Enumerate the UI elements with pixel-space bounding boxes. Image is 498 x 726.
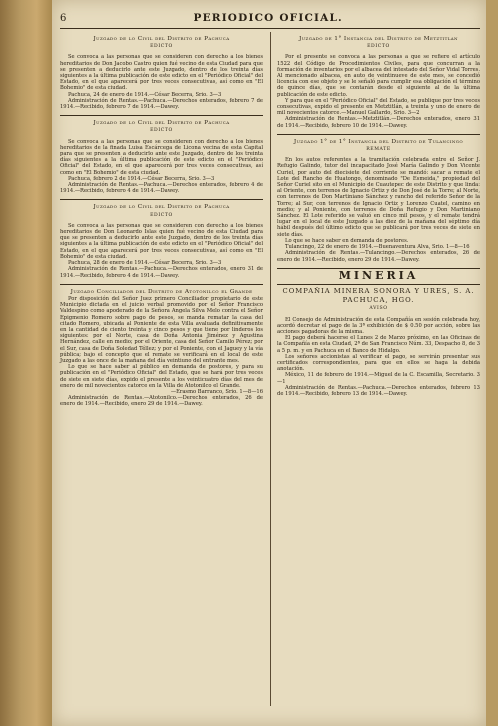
notice-admin: Administración de Rentas.—Atotonilco.—Derechos enterados, 26 de enero de 1914.—Recibido, enero 29 de 1914.—Dawey. (60, 395, 263, 408)
notice-title: Juzgado de 1° Instancia del Distrito de Metztitlan (299, 36, 458, 42)
notice-title: Juzgado de lo Civil del Distrito de Pachuca (93, 120, 230, 127)
notice-admin: Administración de Rentas.—Pachuca.—Derechos enterados, febrero 13 de 1914.—Recibido, febrero 13 de 1914.—Dawey. (277, 384, 480, 397)
separator (277, 134, 480, 135)
notice-subtitle: EDICTO (150, 212, 173, 218)
column-divider (270, 32, 271, 706)
page-number: 6 (60, 12, 67, 24)
book-binding (0, 0, 52, 726)
notice-signature: Tulancingo, 22 de enero de 1914.—Buenaventura Alva, Srio. 1—8—16 (285, 244, 470, 251)
notice-admin: Administración de Rentas.—Pachuca.—Derechos enterados, febrero 7 de 1914.—Recibido, febrero 7 de 1914.—Dawey. (60, 97, 263, 111)
notice-body-2: Lo que se hace saber al público en demanda de postores, y para su publicación en el "Periódico Oficial" del Estado, que se hará por tres veces de siete en siete días, expido el presente a los veinticuatro días del mes de enero de mil novecientos catorce en la Villa de Atotonilco el Grande. (60, 364, 263, 389)
separator (60, 284, 263, 285)
notice-subtitle: EDICTO (150, 44, 173, 50)
separator (60, 199, 263, 200)
separator (60, 115, 263, 116)
notice-body: Se convoca a las personas que se consideren con derecho a los bienes hereditarios de la finada Luisa Escárcega de Licona vecina de esta Capital para que se presenten a deducirlo ante este Juzgado, dentro de los treinta días siguientes a la última publicación de este edicto en el "Periódico Oficial" del Estado, en el que aparecerá por tres veces consecutivas, así como en "El Bohemio" de esta ciudad. (60, 138, 263, 176)
notice-body-2: El pago deberá hacerse el Lunes 2 de Marzo próximo, en las Oficinas de la Compañía en esta Ciudad, 2ª de San Francisco Núm. 33, Despacho 8, de 3 a 5 p. m. y en Pachuca en el Banco de Hidalgo. (277, 335, 480, 354)
notice-subtitle: AVISO (369, 306, 388, 312)
notice-admin: Administración de Rentas.—Tulancingo.—Derechos enterados, 26 de enero de 1914.—Recibido, enero 29 de 1914.—Dawey. (277, 250, 480, 263)
notice-subtitle: EDICTO (150, 128, 173, 134)
notice-signature: Pachuca, 28 de enero de 1914.—César Becerra, Srio. 3—3 (68, 260, 222, 267)
notice-body: Se convoca a las personas que se consideren con derecho a los bienes hereditarios de Don Jacobo Castro quien fué vecino de esta Ciudad para que se presenten a deducirlo ante este Juzgado, dentro de los treinta días siguientes a la última publicación de este edicto en el "Periódico Oficial" del Estado, en el que aparecerá por tres veces consecutivas, así como en "El Bohemio" de esta ciudad. (60, 54, 263, 92)
notice-body: En los autos referentes a la tramitación celebrada entre el Señor J. Refugio Galindo, tutor del incapacitado José María Galindo y Don Vicente Curiel, por auto del diecisiete del corriente se mandó: sacar a remate el Lote del Rancho de Huatongo, denominado "De Esmeida," propiedad del Señor Curiel sito en el Municipio de Cuautepec de este Distrito y que linda: al Oriente, con terrenos de Ignacio Ortiz y de Don José de la Torre; al Norte, con terrenos de Don Martiniano Sánchez y rancho del referido Señor de la Torre; al Sur, con terrenos de Ignacio Ortiz y Lorenzo Cuatel, camino en medio; y al Poniente, con terrenos de Doña Refugio y Don Martiniano Sánchez. El Lote referido se valuó en cinco mil pesos, y el remate tendrá lugar en el local de este Juzgado a las diez de la mañana del séptimo día hábil después del último edicto que se publicará por tres veces de siete en siete días. (277, 157, 480, 238)
right-column (277, 32, 480, 712)
notice-body: Por el presente se convoca a las personas a que se refiere el artículo 1522 del Código de Procedimientos Civiles, para que concurran a la formación de inventarios por el albacea del intestado del Señor Vidal Torres. Al mencionado albacea, en auto de veintinueve de este mes, se concedió licencia con ese objeto y se le señaló para cumplir esa obligación el término de quince días, que se contarán desde el siguiente al de la última publicación de este edicto. (277, 54, 480, 98)
notice-signature: Pachuca, 24 de enero de 1914.—César Becerra, Srio. 3—3 (68, 91, 222, 98)
page-header (60, 8, 480, 29)
notice-body-3: Los señores accionistas al verificar el pago, se servirán presentar sus certificados correspondientes, para que en ellos se haga la debida anotación. (277, 353, 480, 373)
notice-title: Juzgado de lo Civil del Distrito de Pachuca (93, 36, 230, 42)
section-heading-mineria: MINERIA (338, 268, 419, 282)
separator (277, 284, 480, 285)
company-name: COMPAÑIA MINERA SONORA Y URES, S. A. (282, 286, 475, 295)
notice-admin: Administración de Rentas.—Pachuca.—Derechos enterados, enero 31 de 1914.—Recibido, febrero 4 de 1914.—Dawey. (60, 266, 263, 279)
notice-body-2: Lo que se hace saber en demanda de postores. (285, 237, 409, 244)
notice-body: Por disposición del Señor Juez primero Conciliador propietario de este Municipio dictada en el juicio verbal promovido por el Señor Francisco Valdespino como apoderado de la Señora Angela Silva Melo contra el Señor Epigmenio Romero sobre pago de pesos, se manda rematar la casa del citado Romero, ubicada al Poniente de esta Villa avaluada definitivamente en la cantidad de ciento treinta y cinco pesos y que tiene por linderos los siguientes: por el Norte, casa de Doña Antonia Jiménez y Agustina Hernández, calle en medio; por el Oriente, casa del Señor Camilo Pérez; por el Sur, casa de Doña Soledad Téllez; y por el Poniente, con el Jaguey y la vía pública; bajo el concepto que el remate se verificará en el local de este Juzgado a las once de la mañana del día veintiuno del entrante mes. (60, 295, 263, 364)
page-title: PERIODICO OFICIAL. (193, 12, 343, 24)
notice-body: El Consejo de Administración de esta Compañía en sesión celebrada hoy, acordó decretar el pago de la 3ª exhibición de $ 0.50 por acción, sobre las acciones pagadoras de la misma. (277, 316, 480, 335)
notice-title: Juzgado 1° de 1° Instancia del Distrito de Tulancingo (293, 138, 464, 145)
notice-title: Juzgado de lo Civil del Distrito de Pachuca (93, 204, 230, 211)
notice-body: Se convoca a las personas que se consideren con derecho a los bienes hereditarios de Don Leonardo Islas quien fué vecino de esta Ciudad para que se presenten a deducirlo ante este Juzgado, dentro de los treinta días siguientes a la última publicación de este edicto en el "Periódico Oficial" del Estado, en el que aparecerá por tres veces consecutivas, así como en "El Bohemio" de esta ciudad. (60, 222, 263, 260)
notice-subtitle: REMATE (366, 147, 391, 153)
notice-title: Juzgado Conciliador del Distrito de Atotonilco el Grande (70, 288, 253, 295)
notice-admin: Administración de Rentas.—Pachuca.—Derechos enterados, febrero 4 de 1914.—Recibido, febrero 4 de 1914.—Dawey. (60, 182, 263, 195)
notice-signature: México, 11 de febrero de 1914.—Miguel de la C. Escamilla, Secretario. 3—1 (277, 372, 480, 385)
left-column (60, 32, 263, 712)
company-city: PACHUCA, HGO. (342, 296, 415, 305)
notice-signature: Pachuca, febrero 2 de 1914.—César Becerra, Srio. 3—3 (68, 175, 215, 182)
notice-admin: Administración de Rentas.—Metztitlán.—Derechos enterados, enero 31 de 1914.—Recibido, febrero 10 de 1914.—Dawey. (277, 116, 480, 129)
notice-subtitle: EDICTO (367, 44, 390, 50)
notice-signature: —Erasmo Barranco, Srio. 1—8—16 (170, 388, 263, 395)
notice-body-2: Y para que en el "Periódico Oficial" del Estado, se publique por tres veces consecutivas, expido el presente en Metztitlán, a treinta y uno de enero de mil novecientos catorce.—Manuel Gallardo, Srio. 3—2 (277, 97, 480, 117)
